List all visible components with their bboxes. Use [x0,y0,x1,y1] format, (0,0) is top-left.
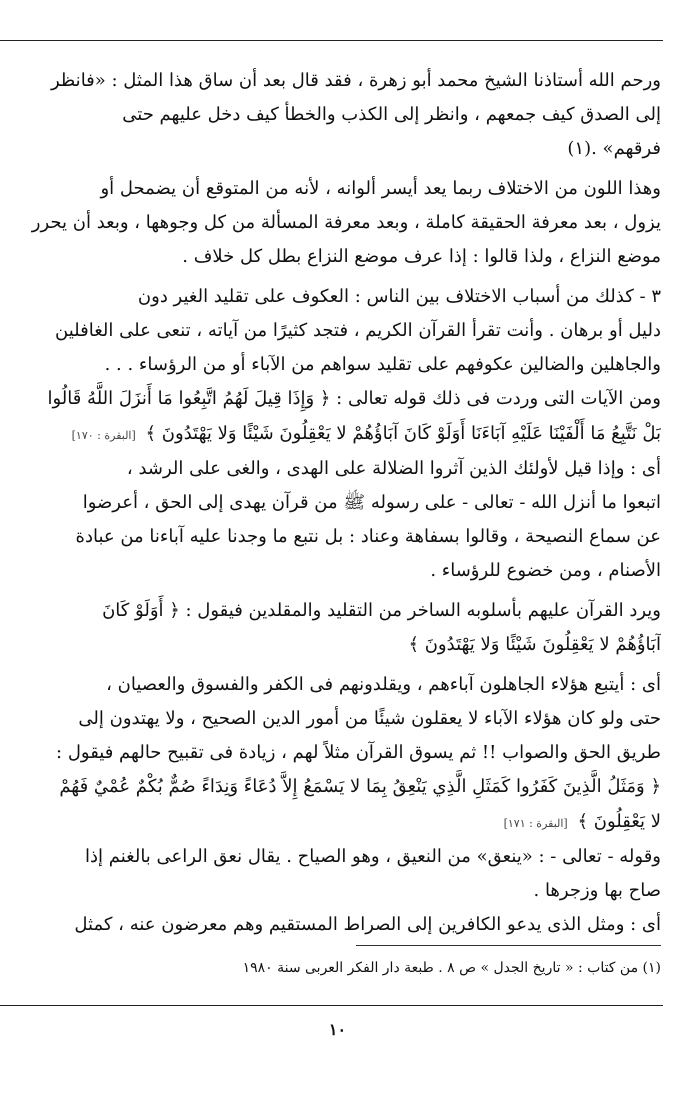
text-line: فرقهم» .(١) [567,138,661,159]
text-line: أى : أيتبع هؤلاء الجاهلون آباءهم ، ويقلدونهم فى الكفر والفسوق والعصيان ، [106,674,661,695]
page-number: ١٠ [328,1020,347,1039]
text-line: عن سماع النصيحة ، وقالوا بسفاهة وعناد : بل نتبع ما وجدنا عليه آباءنا من عبادة [75,526,661,547]
verse-text: بَلْ نَتَّبِعُ مَا أَلْفَيْنَا عَلَيْهِ آبَاءَنَا أَوَلَوْ كَانَ آبَاؤُهُمْ لا يَعْقِلُونَ شَيْئًا وَلا يَهْتَدُونَ ﴾ [145,423,661,444]
text-line: اتبعوا ما أنزل الله - تعالى - على رسوله ﷺ من قرآن يهدى إلى الحق ، أعرضوا [82,492,661,513]
verse-line [0,416,661,452]
text-line: يزول ، بعد معرفة الحقيقة كاملة ، وبعد معرفة المسألة من كل وجوهها ، وبعد أن يحرر [31,212,661,233]
text-line: وقوله - تعالى - : «ينعق» من النعيق ، وهو الصياح . يقال نعق الراعى بالغنم إذا [85,846,661,867]
text-line: أى : وإذا قيل لأولئك الذين آثروا الضلالة على الهدى ، والغى على الرشد ، [126,458,661,479]
text-line: حتى ولو كان هؤلاء الآباء لا يعقلون شيئًا من أمور الدين الصحيح ، ولا يهتدون إلى [78,708,661,729]
text-line: صاح بها وزجرها . [533,880,661,901]
footnote-separator [356,945,661,946]
top-rule [0,40,663,41]
bottom-rule [0,1005,663,1006]
text-line: وهذا اللون من الاختلاف ربما يعد أيسر ألوانه ، لأنه من المتوقع أن يضمحل أو [100,178,661,199]
text-line: الأصنام ، ومن خضوع للرؤساء . [430,560,661,581]
footnote: (١) من كتاب : « تاريخ الجدل » ص ٨ . طبعة دار الفكر العربى سنة ١٩٨٠ [242,960,661,976]
text-line: ٣ - كذلك من أسباب الاختلاف بين الناس : العكوف على تقليد الغير دون [137,286,661,307]
verse-line [0,804,661,840]
verse-line: آبَاؤُهُمْ لا يَعْقِلُونَ شَيْئًا وَلا يَهْتَدُونَ ﴾ [408,634,661,655]
verse-text: لا يَعْقِلُونَ ﴾ [577,811,661,832]
text-line: طريق الحق والصواب !! ثم يسوق القرآن مثلاً لهم ، زيادة فى تقبيح حالهم فيقول : [56,742,661,763]
text-line: دليل أو برهان . وأنت تقرأ القرآن الكريم ، فتجد كثيرًا من آياته ، تنعى على الغافلين [55,320,661,341]
verse-reference: [البقرة : ١٧١] [503,817,568,830]
verse-reference: [البقرة : ١٧٠] [71,429,136,442]
text-line: موضع النزاع ، ولذا قالوا : إذا عرف موضع النزاع بطل كل خلاف . [182,246,661,267]
text-line: ورحم الله أستاذنا الشيخ محمد أبو زهرة ، فقد قال بعد أن ساق هذا المثل : «فانظر [50,70,661,91]
text-line: إلى الصدق كيف جمعهم ، وانظر إلى الكذب والخطأ كيف دخل عليهم حتى [122,104,661,125]
text-line: ومن الآيات التى وردت فى ذلك قوله تعالى : ﴿ وَإِذَا قِيلَ لَهُمُ اتَّبِعُوا مَا أَنزَلَ اللَّهُ قَالُوا [47,388,661,409]
text-line: والجاهلين والضالين عكوفهم على تقليد سواهم من الآباء أو من الرؤساء . . . [104,354,661,375]
text-line: أى : ومثل الذى يدعو الكافرين إلى الصراط المستقيم وهم معرضون عنه ، كمثل [74,914,661,935]
text-line: ويرد القرآن عليهم بأسلوبه الساخر من التقليد والمقلدين فيقول : ﴿ أَوَلَوْ كَانَ [102,600,661,621]
verse-line: ﴿ وَمَثَلُ الَّذِينَ كَفَرُوا كَمَثَلِ الَّذِي يَنْعِقُ بِمَا لا يَسْمَعُ إِلاَّ دُعَاءً وَنِدَاءً صُمٌّ بُكْمٌ عُمْيٌ فَهُمْ [59,776,661,797]
main-text [0,64,661,942]
